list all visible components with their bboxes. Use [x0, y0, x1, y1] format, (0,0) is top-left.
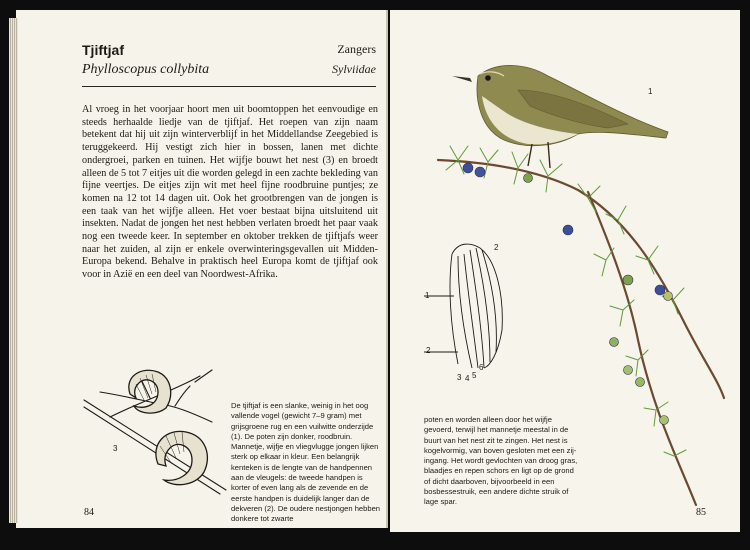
family-name: Sylviidae	[332, 62, 376, 76]
right-caption: poten en worden alleen door het wijfje gevoerd, terwijl het mannetje meestal in de buurt van het nest zit te zingen. Het nest is kogelvormig, van boven gesloten met een zij-ingang. Het wordt gevlochten van droog gras, blaadjes en repen schors en ligt op de grond of dicht daarboven, bijvoorbeeld in een bosbessestruik, een andere dichte struik of lage spar.	[424, 415, 578, 507]
wing-label-2: 2	[426, 346, 431, 355]
page-number-right: 85	[696, 507, 706, 518]
page-number-left: 84	[84, 507, 94, 518]
bird-figure-label: 1	[648, 87, 653, 96]
order-name: Zangers	[337, 42, 376, 56]
wing-label-3: 3	[457, 373, 462, 382]
wing-label-4: 4	[465, 374, 470, 383]
left-page	[16, 10, 388, 528]
body-text: Al vroeg in het voorjaar hoort men uit boomtoppen het eenvoudige en steeds herhaalde liedje van de tjiftjaf. Het roepen van zijn naam betekent dat hij uit zijn winterverblijf in het Middellandse Zeegebied is teruggekeerd. Hij vestigt zich hier in bossen, lanen met dichte ondergroei, parken en tuinen. Het wijfje bouwt het nest (3) en broedt alleen de 5 tot 7 eitjes uit die worden gelegd in een zachte bekleding van fijne veertjes. De eitjes zijn wit met heel fijne roodbruine puntjes; ze komen na 12 tot 14 dagen uit. Ook het grootbrengen van de jongen is een taak van het wijfje alleen. Het voer bestaat bijna uitsluitend uit insekten. Nadat de jongen het nest hebben verlaten broedt het paar vaak nog een tweede keer. In september en oktober trekken de tjiftjafs weer naar het zuiden, al zijn er enkele overwinteringsgevallen uit Midden-Europa bekend. Behalve in praktisch heel Europa komt de tjiftjaf ook voor in Azië en een deel van Noordwest-Afrika.	[82, 104, 378, 281]
page-edges	[9, 18, 18, 523]
wing-diagram-illustration	[418, 234, 518, 374]
species-header	[82, 42, 376, 87]
latin-name: Phylloscopus collybita	[82, 62, 210, 77]
nest-figure-label: 3	[113, 444, 118, 453]
species-name: Tjiftjaf	[82, 42, 124, 58]
wing-label-1: 1	[425, 291, 430, 300]
nest-illustration	[80, 362, 230, 502]
wing-label-2-top: 2	[494, 243, 499, 252]
wing-label-6: 6	[479, 363, 484, 372]
left-caption: De tjiftjaf is een slanke, weinig in het oog vallende vogel (gewicht 7–9 gram) met grijsgroene rug en een vuilwitte onderzijde (1). De poten zijn donker, roodbruin. Mannetje, wijfje en vliegvlugge jongen lijken sterk op elkaar in kleur. Een belangrijk kenteken is de lengte van de handpennen aan de vleugels: de tweede handpen is korter of even lang als de zevende en de eerste handpen is duidelijk langer dan de dekveren (2). De oudere nestjongen hebben donkere tot zwarte	[231, 401, 381, 524]
chiffchaff-bird-illustration	[448, 54, 688, 194]
right-page	[390, 10, 740, 532]
wing-label-5: 5	[472, 371, 477, 380]
